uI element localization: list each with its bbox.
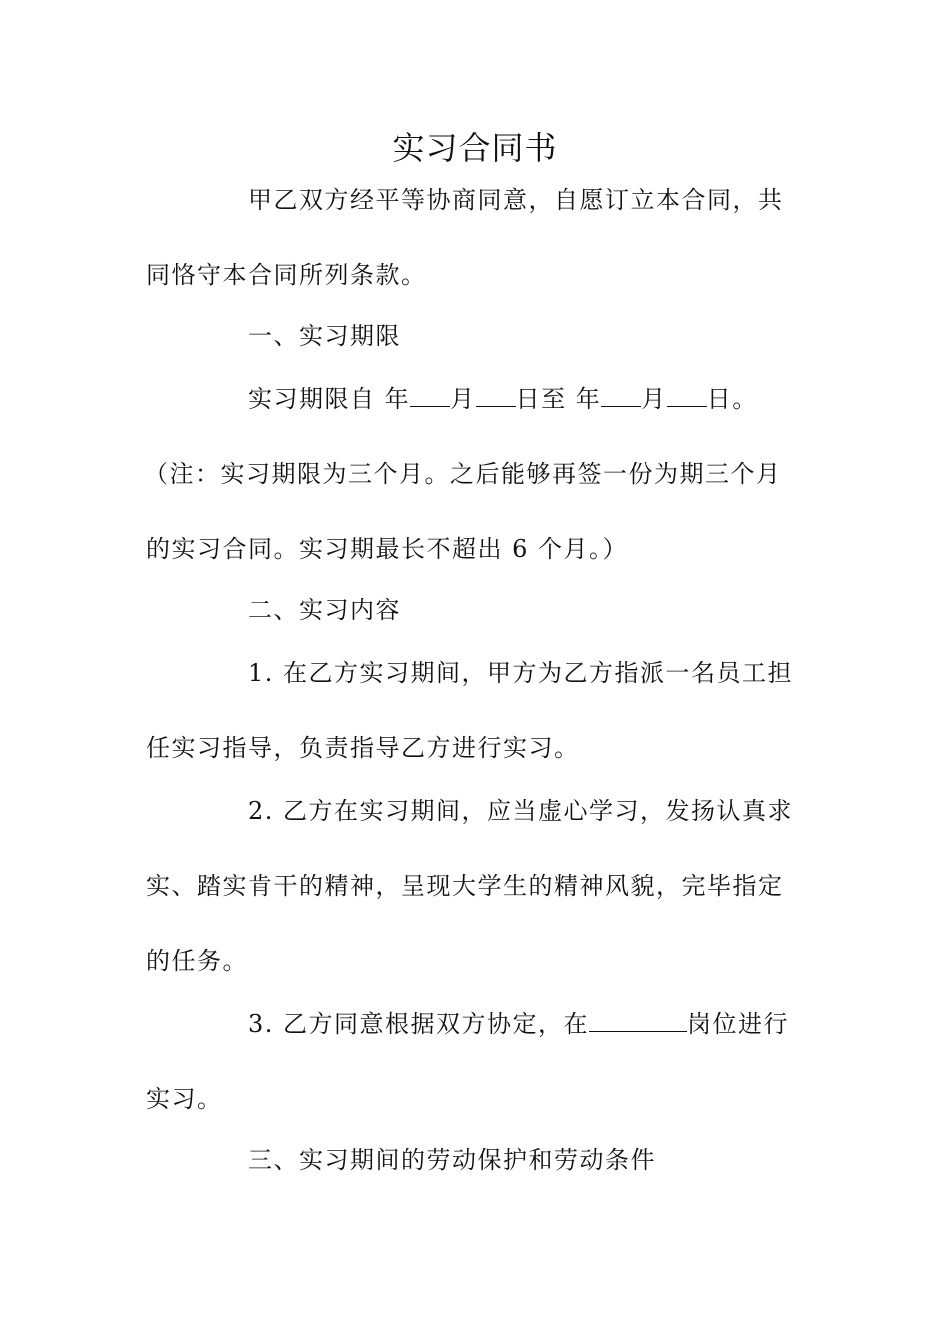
- period-text-month-end: 月: [641, 385, 667, 413]
- item-3-text-after: 岗位进行: [687, 1010, 790, 1038]
- period-end-month-blank: [601, 384, 641, 407]
- section-1-heading: 一、实习期限: [248, 322, 401, 350]
- item-1-line-1: 1. 在乙方实习期间，甲方为乙方指派一名员工担: [248, 659, 794, 687]
- period-line: [248, 381, 758, 417]
- period-text-start: 实习期限自 年: [248, 385, 411, 413]
- period-end-day-blank: [667, 384, 707, 407]
- item-2-line-2: 实、踏实肯干的精神，呈现大学生的精神风貌，完毕指定: [146, 872, 784, 900]
- note-line-2: 的实习合同。实习期最长不超出 6 个月。）: [146, 535, 629, 563]
- position-blank: [589, 1009, 687, 1032]
- item-3-line-2: 实习。: [146, 1085, 223, 1113]
- period-text-end: 日。: [706, 385, 758, 413]
- item-2-line-1: 2. 乙方在实习期间，应当虚心学习，发扬认真求: [248, 797, 794, 825]
- item-1-line-2: 任实习指导，负责指导乙方进行实习。: [146, 734, 580, 762]
- intro-line-1: 甲乙双方经平等协商同意，自愿订立本合同，共: [248, 186, 784, 214]
- item-2-line-3: 的任务。: [146, 947, 248, 975]
- section-2-heading: 二、实习内容: [248, 596, 401, 624]
- period-start-day-blank: [476, 384, 516, 407]
- item-3-line-1: [248, 1006, 789, 1042]
- document-title: 实习合同书: [392, 129, 558, 167]
- note-line-1: （注：实习期限为三个月。之后能够再签一份为期三个月: [144, 460, 782, 488]
- period-text-to: 日至 年: [515, 385, 602, 413]
- section-3-heading: 三、实习期间的劳动保护和劳动条件: [248, 1146, 656, 1174]
- period-text-month: 月: [450, 385, 476, 413]
- period-start-month-blank: [410, 384, 450, 407]
- intro-line-2: 同恪守本合同所列条款。: [146, 261, 427, 289]
- item-3-text-before: 3. 乙方同意根据双方协定，在: [248, 1010, 590, 1038]
